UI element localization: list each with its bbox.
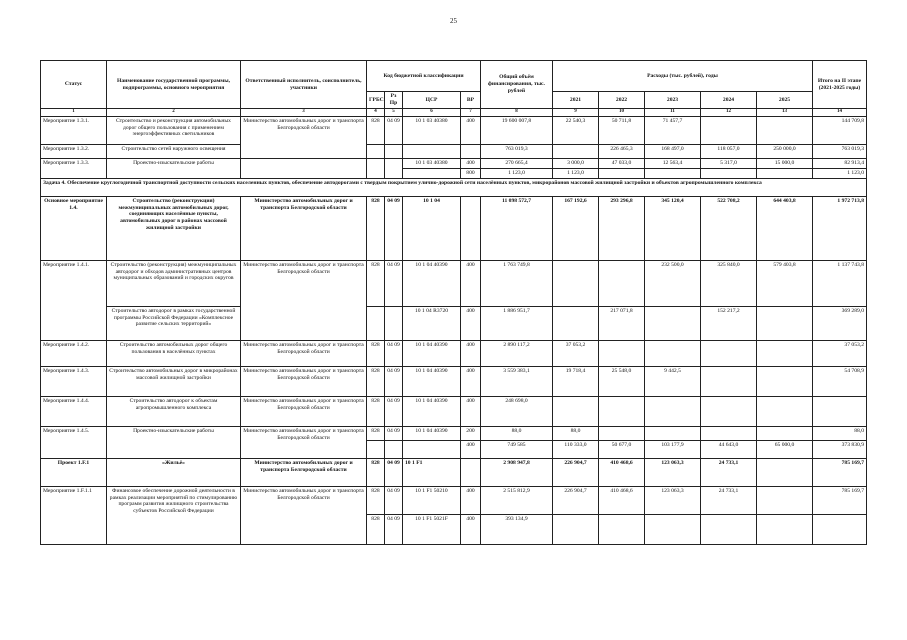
- header-2023: 2023: [645, 92, 701, 109]
- row-status: Мероприятие 1.4.5.: [41, 427, 107, 459]
- table-row: [41, 459, 867, 487]
- row-csr: 10 1 F1: [403, 459, 461, 487]
- row-sum: 785 169,7: [813, 459, 867, 487]
- row-2022: 410 468,6: [599, 487, 645, 515]
- col-number: 4: [367, 109, 385, 117]
- row-sum: 1 123,0: [813, 169, 867, 179]
- row-status: Мероприятие 1.4.4.: [41, 397, 107, 427]
- header-rzpr: Рз Пр: [385, 92, 403, 109]
- col-number: 5: [385, 109, 403, 117]
- row-csr: 10 1 04 R3720: [403, 307, 461, 341]
- row-2023: 9 442,5: [645, 367, 701, 397]
- col-number: 8: [481, 109, 553, 117]
- table-row: [41, 367, 867, 397]
- row-status: Мероприятие 1.3.1.: [41, 117, 107, 145]
- row-2022: 293 296,8: [599, 197, 645, 261]
- row-name: Строительство автомобильных дорог в микрорайонах массовой жилищной застройки: [107, 367, 241, 397]
- header-total: Общий объём финансирования, тыс. рублей: [481, 61, 553, 109]
- row-executor: Министерство автомобильных дорог и транспорта Белгородской области: [241, 427, 367, 459]
- row-vr: 400: [461, 515, 481, 545]
- row-sum: 785 169,7: [813, 487, 867, 515]
- row-rzpr: 04 09: [385, 367, 403, 397]
- row-sum: 369 289,0: [813, 307, 867, 341]
- row-csr: 10 1 F1 5021F: [403, 515, 461, 545]
- row-vr: 400: [461, 441, 481, 459]
- row-2022: 217 071,8: [599, 307, 645, 341]
- row-2021: 22 540,3: [553, 117, 599, 145]
- row-2025: 15 000,0: [757, 159, 813, 169]
- row-csr: 10 1 04 40390: [403, 367, 461, 397]
- row-2025: 579 403,8: [757, 261, 813, 307]
- row-vr: 400: [461, 397, 481, 427]
- row-csr: 10 1 03 40380: [403, 117, 461, 145]
- row-grbs: 828: [367, 367, 385, 397]
- row-vr: 400: [461, 261, 481, 307]
- column-numbers-row: [41, 109, 867, 117]
- row-executor: Министерство автомобильных дорог и транспорта Белгородской области: [241, 459, 367, 487]
- row-name: Проектно-изыскательские работы: [107, 427, 241, 459]
- header-budget-code: Код бюджетной классификации: [367, 61, 481, 92]
- row-2022: 47 033,0: [599, 159, 645, 169]
- row-rzpr: 04 09: [385, 515, 403, 545]
- row-total: 393 134,9: [481, 515, 553, 545]
- row-grbs: 828: [367, 487, 385, 515]
- row-2021: [553, 145, 599, 159]
- row-grbs: 828: [367, 261, 385, 307]
- row-total: 11 098 572,7: [481, 197, 553, 261]
- header-2025: 2025: [757, 92, 813, 109]
- header-program-name: Наименование государственной программы, подпрограммы, основного мероприятия: [107, 61, 241, 109]
- row-2024: 325 840,0: [701, 261, 757, 307]
- table-row: [41, 145, 867, 159]
- row-vr: 400: [461, 487, 481, 515]
- row-total: 2 890 117,2: [481, 341, 553, 367]
- row-grbs: 828: [367, 397, 385, 427]
- row-executor: Министерство автомобильных дорог и транспорта Белгородской области: [241, 397, 367, 427]
- row-2024: 522 708,2: [701, 197, 757, 261]
- row-executor: Министерство автомобильных дорог и транспорта Белгородской области: [241, 367, 367, 397]
- task-row: [41, 179, 867, 197]
- header-vr: ВР: [461, 92, 481, 109]
- header-csr: ЦСР: [403, 92, 461, 109]
- header-status: Статус: [41, 61, 107, 109]
- col-number: 12: [701, 109, 757, 117]
- row-2022: 50 677,0: [599, 441, 645, 459]
- row-rzpr: 04 09: [385, 397, 403, 427]
- row-sum: 37 053,2: [813, 341, 867, 367]
- row-status: Мероприятие 1.F.1.1: [41, 487, 107, 545]
- row-csr: 10 1 04 40390: [403, 341, 461, 367]
- row-vr: 400: [461, 117, 481, 145]
- table-row: [41, 397, 867, 427]
- row-grbs: 828: [367, 427, 385, 441]
- row-2021: 226 904,7: [553, 487, 599, 515]
- row-total: 1 763 749,8: [481, 261, 553, 307]
- header-2022: 2022: [599, 92, 645, 109]
- row-2023: 123 063,3: [645, 459, 701, 487]
- row-2022: 226 465,3: [599, 145, 645, 159]
- table-row: [41, 197, 867, 261]
- row-executor: Министерство автомобильных дорог и транспорта Белгородской области: [241, 487, 367, 545]
- row-name: Проектно-изыскательские работы: [107, 159, 241, 179]
- row-2023: 168 497,0: [645, 145, 701, 159]
- col-number: 1: [41, 109, 107, 117]
- row-status: Основное мероприятие 1.4.: [41, 197, 107, 261]
- row-sum: 373 830,9: [813, 441, 867, 459]
- row-total: 763 019,3: [481, 145, 553, 159]
- col-number: 2: [107, 109, 241, 117]
- row-sum: 54 708,9: [813, 367, 867, 397]
- row-name: Строительство автодорог к объектам агропромышленного комплекса: [107, 397, 241, 427]
- row-csr: 10 1 04 40390: [403, 261, 461, 307]
- row-2023: 103 177,9: [645, 441, 701, 459]
- row-2025: 644 403,8: [757, 197, 813, 261]
- row-sum: 82 913,4: [813, 159, 867, 169]
- row-2024: 24 733,1: [701, 459, 757, 487]
- row-executor: Министерство автомобильных дорог и транспорта Белгородской области: [241, 197, 367, 261]
- row-grbs: 828: [367, 341, 385, 367]
- row-2023: 71 457,7: [645, 117, 701, 145]
- row-2024: 152 217,2: [701, 307, 757, 341]
- header-row: [41, 61, 867, 92]
- row-name: «Жильё»: [107, 459, 241, 487]
- row-status: Мероприятие 1.3.3.: [41, 159, 107, 179]
- table-row: [41, 261, 867, 307]
- task-4-title: Задача 4. Обеспечение круглогодичной транспортной доступности сельских населенных пунктов, обеспечение автодорогами с твердым покрытием улично-дорожной сети населённых пунктов, микрорайонов массовой жилищной застройки и объектов агропромышленного комплекса: [41, 179, 867, 197]
- row-vr: 800: [461, 169, 481, 179]
- row-total: 749 585: [481, 441, 553, 459]
- table-row: [41, 307, 867, 341]
- row-vr: 400: [461, 341, 481, 367]
- row-2021: 1 123,0: [553, 169, 599, 179]
- row-2022: 25 548,0: [599, 367, 645, 397]
- row-csr: 10 1 04 40390: [403, 397, 461, 427]
- header-stage-total: Итого на II этапе (2021-2025 годы): [813, 61, 867, 109]
- row-2025: [757, 117, 813, 145]
- row-csr: 10 1 04 40390: [403, 427, 461, 441]
- row-total: 248 698,0: [481, 397, 553, 427]
- row-sum: 144 709,8: [813, 117, 867, 145]
- row-2024: 44 643,0: [701, 441, 757, 459]
- header-expenses: Расходы (тыс. рублей), годы: [553, 61, 813, 92]
- row-rzpr: 04 09: [385, 427, 403, 441]
- row-vr: 400: [461, 307, 481, 341]
- row-csr: 10 1 F1 50210: [403, 487, 461, 515]
- row-status: Мероприятие 1.4.1.: [41, 261, 107, 341]
- row-name: Строительство (реконструкция) межмуниципальных автодорог и обходов административных центров муниципальных образований и городских округов: [107, 261, 241, 307]
- row-sum: 1 137 743,8: [813, 261, 867, 307]
- row-grbs: 828: [367, 117, 385, 145]
- row-total: 2 515 812,9: [481, 487, 553, 515]
- row-rzpr: 04 09: [385, 459, 403, 487]
- header-executor: Ответственный исполнитель, соисполнитель, участники: [241, 61, 367, 109]
- row-total: 88,0: [481, 427, 553, 441]
- row-2021: 19 718,4: [553, 367, 599, 397]
- page-number: 25: [450, 17, 457, 25]
- table-row: [41, 159, 867, 169]
- header-2021: 2021: [553, 92, 599, 109]
- row-name: Строительство и реконструкция автомобильных дорог общего пользования с применением энергоэффективных светильников: [107, 117, 241, 145]
- header-2024: 2024: [701, 92, 757, 109]
- row-name: Строительство автомобильных дорог общего пользования в населённых пунктах: [107, 341, 241, 367]
- row-name: Строительство (реконструкция) межмуниципальных автомобильных дорог, соединяющих населённые пункты, автомобильных дорог в районах массовой жилищной застройки: [107, 197, 241, 261]
- row-2021: 226 904,7: [553, 459, 599, 487]
- row-grbs: 828: [367, 515, 385, 545]
- row-total: 1 123,0: [481, 169, 553, 179]
- row-2021: 3 000,0: [553, 159, 599, 169]
- row-2023: 123 063,3: [645, 487, 701, 515]
- row-2025: 250 000,0: [757, 145, 813, 159]
- col-number: 11: [645, 109, 701, 117]
- row-status: Мероприятие 1.3.2.: [41, 145, 107, 159]
- row-sum: 763 019,3: [813, 145, 867, 159]
- col-number: 10: [599, 109, 645, 117]
- col-number: 13: [757, 109, 813, 117]
- row-2021: 167 192,6: [553, 197, 599, 261]
- row-grbs: 828: [367, 459, 385, 487]
- row-2022: 410 468,6: [599, 459, 645, 487]
- row-name: Финансовое обеспечение дорожной деятельности в рамках реализации мероприятий по стимулированию программ развития жилищного строительства субъектов Российской Федерации: [107, 487, 241, 545]
- row-rzpr: 04 09: [385, 341, 403, 367]
- row-executor: Министерство автомобильных дорог и транспорта Белгородской области: [241, 341, 367, 367]
- col-number: 7: [461, 109, 481, 117]
- row-vr: 400: [461, 159, 481, 169]
- row-rzpr: 04 09: [385, 117, 403, 145]
- row-total: 19 600 007,8: [481, 117, 553, 145]
- row-status: Мероприятие 1.4.3.: [41, 367, 107, 397]
- row-total: 3 559 383,1: [481, 367, 553, 397]
- budget-table: [40, 60, 867, 545]
- row-total: 2 908 947,8: [481, 459, 553, 487]
- row-2022: 50 711,8: [599, 117, 645, 145]
- row-2024: 5 317,0: [701, 159, 757, 169]
- row-total: 1 886 951,7: [481, 307, 553, 341]
- col-number: 9: [553, 109, 599, 117]
- row-2021: 88,0: [553, 427, 599, 441]
- row-name: Строительство сетей наружного освещения: [107, 145, 241, 159]
- row-rzpr: 04 09: [385, 261, 403, 307]
- row-executor: Министерство автомобильных дорог и транспорта Белгородской области: [241, 117, 367, 159]
- table-row: [41, 341, 867, 367]
- row-sum: 1 972 713,8: [813, 197, 867, 261]
- col-number: 3: [241, 109, 367, 117]
- header-grbs: ГРБС: [367, 92, 385, 109]
- row-name: Строительство автодорог в рамках государственной программы Российской Федерации «Комплексное развитие сельских территорий»: [107, 307, 241, 341]
- row-total: 270 665,4: [481, 159, 553, 169]
- row-2024: [701, 117, 757, 145]
- row-2024: 24 733,1: [701, 487, 757, 515]
- row-2023: 345 120,4: [645, 197, 701, 261]
- col-number: 6: [403, 109, 461, 117]
- row-status: Проект 1.F.1: [41, 459, 107, 487]
- row-status: Мероприятие 1.4.2.: [41, 341, 107, 367]
- row-vr: 200: [461, 427, 481, 441]
- row-executor: Министерство автомобильных дорог и транспорта Белгородской области: [241, 261, 367, 341]
- row-grbs: 828: [367, 197, 385, 261]
- row-2023: 12 563,4: [645, 159, 701, 169]
- table-row: [41, 117, 867, 145]
- row-2024: 118 057,0: [701, 145, 757, 159]
- row-rzpr: 04 09: [385, 197, 403, 261]
- row-csr: 10 1 03 40380: [403, 159, 461, 169]
- row-2021: 110 333,0: [553, 441, 599, 459]
- row-2023: 232 500,0: [645, 261, 701, 307]
- row-vr: 400: [461, 367, 481, 397]
- row-rzpr: 04 09: [385, 487, 403, 515]
- row-2025: 65 000,0: [757, 441, 813, 459]
- table-row: [41, 487, 867, 515]
- table-row: [41, 427, 867, 441]
- col-number: 14: [813, 109, 867, 117]
- row-2021: 37 053,2: [553, 341, 599, 367]
- row-csr: 10 1 04: [403, 197, 461, 261]
- row-sum: 88,0: [813, 427, 867, 441]
